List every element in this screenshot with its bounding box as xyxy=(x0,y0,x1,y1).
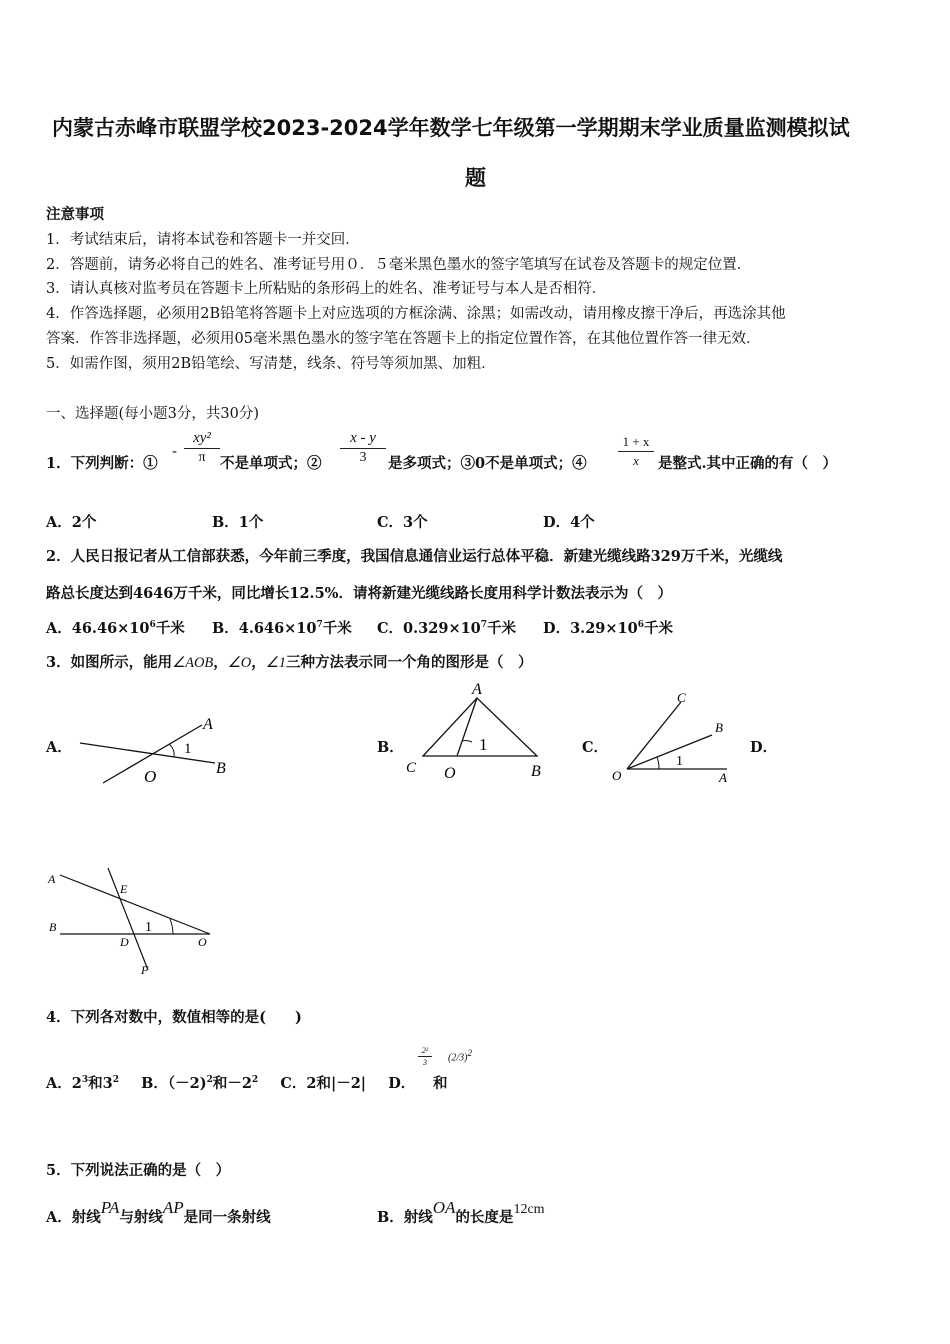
page-title: 内蒙古赤峰市联盟学校2023-2024学年数学七年级第一学期期末学业质量监测模拟试 xyxy=(52,116,850,140)
q5-option-a: A．射线PA与射线AP是同一条射线 xyxy=(46,1198,271,1226)
fig-c-angle-arc xyxy=(657,757,659,769)
note-item: 1．考试结束后，请将本试卷和答题卡一并交回． xyxy=(46,232,360,248)
q3-option-a-label: A． xyxy=(46,739,72,756)
fig-c-line-oc xyxy=(627,702,681,769)
fig-d-label-f: F xyxy=(141,963,149,977)
q4-d-he: 和 xyxy=(433,1075,448,1092)
fig-d-label-1: 1 xyxy=(145,920,152,935)
figure-b xyxy=(400,678,550,783)
q1-minus: - xyxy=(172,442,178,460)
q2-option-c: C．$0.329\times 10^7$千米 xyxy=(377,620,517,637)
q1-part2: 是多项式；③0不是单项式；④ xyxy=(388,455,587,472)
q4-options xyxy=(46,1072,415,1093)
fig-b-label-1: 1 xyxy=(479,735,488,754)
q3-option-b-label: B． xyxy=(377,739,404,756)
note-item: 答案．作答非选择题，必须用05毫米黑色墨水的签字笔在答题卡上的指定位置作答，在其他位置作答一律无效． xyxy=(46,331,761,347)
fig-c-label-o: O xyxy=(612,768,622,783)
fig-a-label-o: O xyxy=(144,767,157,786)
fig-a-angle-arc xyxy=(169,744,174,757)
q4-d-fraction: 2² 3 xyxy=(418,1046,432,1067)
q1-option-b: B．1个 xyxy=(212,514,264,531)
fraction-2-den: 3 xyxy=(359,450,367,465)
q2-line1: 2．人民日报记者从工信部获悉，今年前三季度，我国信息通信业运行总体平稳．新建光缆线路329万千米，光缆线 xyxy=(46,548,783,565)
note-item: 2．答题前，请务必将自己的姓名、准考证号用０．５毫米黑色墨水的签字笔填写在试卷及答题卡的规定位置． xyxy=(46,257,752,273)
fig-d-label-e: E xyxy=(120,882,128,896)
fraction-3-num: 1 + x xyxy=(622,434,650,449)
fraction-3 xyxy=(618,434,654,469)
fig-d-label-b: B xyxy=(49,920,57,934)
note-item: 4．作答选择题，必须用2B铅笔将答题卡上对应选项的方框涂满、涂黑；如需改动，请用橡皮擦干净后，再选涂其他 xyxy=(46,306,786,322)
section-heading: 一、选择题(每小题3分，共30分) xyxy=(46,406,259,422)
fraction-2-num: x - y xyxy=(350,430,376,446)
note-item: 5．如需作图，须用2B铅笔绘、写清楚，线条、符号等须加黑、加粗． xyxy=(46,356,496,372)
fig-b-angle-arc xyxy=(462,741,472,742)
fig-c-label-c: C xyxy=(677,690,686,705)
figure-a xyxy=(70,705,240,795)
fig-c-label-1: 1 xyxy=(676,754,683,769)
q1-option-c: C．3个 xyxy=(377,514,428,531)
page-title-cont: 题 xyxy=(465,166,486,190)
fig-b-label-a: A xyxy=(472,681,482,698)
fig-d-angle-arc xyxy=(170,919,173,934)
q3-option-d-label: D． xyxy=(750,739,778,756)
q1-prefix: 1．下列判断：① xyxy=(46,455,158,472)
note-item: 3．请认真核对监考员在答题卡上所粘贴的条形码上的姓名、准考证号与本人是否相符． xyxy=(46,281,607,297)
fig-b-label-c: C xyxy=(406,760,417,776)
fig-a-line-ob xyxy=(80,743,215,763)
q1-option-a: A．2个 xyxy=(46,514,97,531)
q2-option-a: A．$46.46\times 10^6$千米 xyxy=(46,620,185,637)
fraction-2 xyxy=(340,430,386,466)
fig-b-label-b: B xyxy=(531,763,541,780)
q4-option-a: A．$2^3$和$3^2$ xyxy=(46,1075,119,1092)
fig-c-label-a: A xyxy=(719,770,727,785)
fig-c-line-ob xyxy=(627,735,712,769)
fig-a-label-1: 1 xyxy=(184,741,192,757)
fig-d-line-ao xyxy=(60,875,210,934)
q3-text: 3．如图所示，能用∠AOB，∠O，∠1三种方法表示同一个角的图形是（ ） xyxy=(46,654,533,671)
q5-text: 5．下列说法正确的是（ ） xyxy=(46,1162,231,1179)
fig-d-label-a: A xyxy=(48,872,56,886)
q4-d-power: $(2/3)^2$ xyxy=(448,1048,472,1064)
fig-a-label-b: B xyxy=(216,760,226,777)
q5-option-b: B．射线OA的长度是12cm xyxy=(377,1198,545,1226)
fraction-1 xyxy=(184,430,220,466)
fig-d-label-d: D xyxy=(120,935,129,949)
fraction-3-den: x xyxy=(633,453,639,468)
fig-a-label-a: A xyxy=(203,716,213,733)
q1-part1: 不是单项式；② xyxy=(220,455,322,472)
q2-option-b: B．$4.646\times 10^7$千米 xyxy=(212,620,352,637)
q4-text: 4．下列各对数中，数值相等的是( ) xyxy=(46,1009,302,1026)
fig-d-line-ef xyxy=(108,868,148,970)
fig-c-label-b: B xyxy=(715,720,723,735)
q4-option-c: C．2和|－2| xyxy=(280,1075,367,1092)
figure-d xyxy=(40,862,225,980)
q4-option-b: B．（－2)$^2$和$-2^2$ xyxy=(141,1075,259,1092)
q1-option-d: D．4个 xyxy=(543,514,595,531)
fraction-1-num: xy² xyxy=(193,430,211,446)
q2-option-d: D．$3.29\times 10^6$千米 xyxy=(543,620,673,637)
fig-d-label-o: O xyxy=(198,935,207,949)
notes-heading: 注意事项 xyxy=(46,206,104,223)
figure-c xyxy=(605,688,755,788)
q4-option-d-label: D． xyxy=(388,1075,416,1092)
fraction-1-den: π xyxy=(198,450,206,465)
fig-b-line-ao xyxy=(457,698,477,756)
q3-option-c-label: C． xyxy=(582,739,609,756)
q1-part3: 是整式.其中正确的有（ ） xyxy=(658,455,838,472)
fig-b-label-o: O xyxy=(444,765,456,782)
q2-line2: 路总长度达到4646万千米，同比增长12.5%．请将新建光缆线路长度用科学计数法表示为（ ） xyxy=(46,585,672,602)
